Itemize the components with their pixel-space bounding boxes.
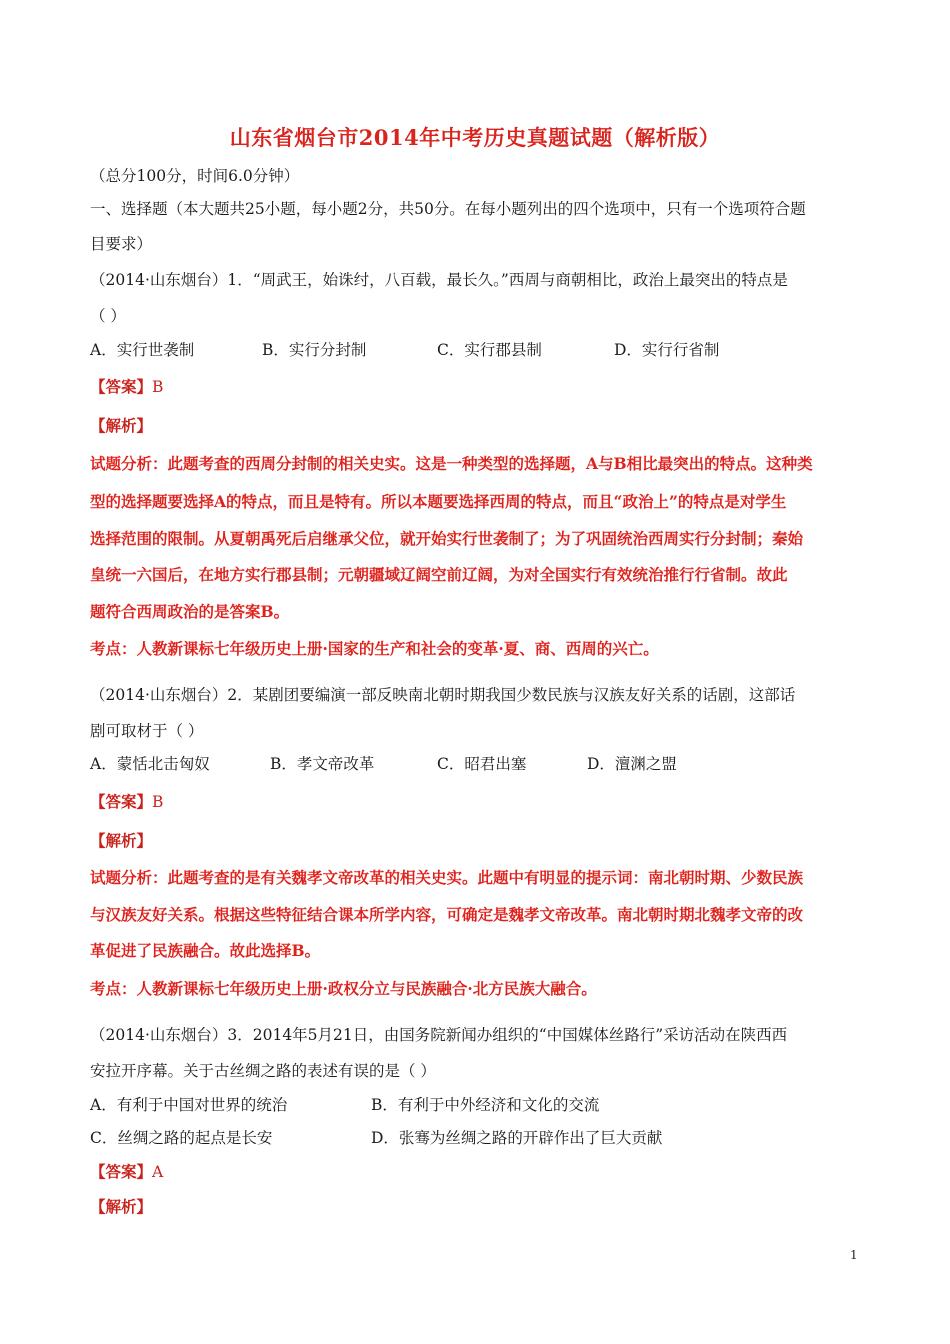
- q1-option-d: D．实行行省制: [614, 341, 720, 359]
- exam-meta: （总分100分，时间6.0分钟）: [90, 167, 300, 185]
- q2-analysis-line3: 革促进了民族融合。故此选择B。: [90, 941, 321, 960]
- q2-option-d: D．澶渊之盟: [587, 755, 677, 773]
- q1-option-b: B．实行分封制: [262, 341, 367, 359]
- answer-value: A: [152, 1163, 164, 1181]
- answer-value: B: [152, 378, 164, 396]
- q3-option-c: C．丝绸之路的起点是长安: [90, 1129, 273, 1147]
- q1-analysis-line2: 型的选择题要选择A的特点，而且是特有。所以本题要选择西周的特点，而且“政治上”的特点是对学生: [90, 492, 787, 511]
- q3-analysis-tag: [90, 1195, 152, 1217]
- document-title: 山东省烟台市2014年中考历史真题试题（解析版）: [229, 125, 721, 150]
- q1-option-a: A．实行世袭制: [90, 341, 195, 359]
- q1-analysis-line4: 皇统一六国后，在地方实行郡县制；元朝疆域辽阔空前辽阔，为对全国实行有效统治推行行省制。故此: [90, 565, 788, 584]
- q2-analysis-line1: 试题分析：此题考查的是有关魏孝文帝改革的相关史实。此题中有明显的提示词：南北朝时期、少数民族: [90, 868, 804, 887]
- answer-tag: 【答案】: [90, 792, 153, 811]
- q2-option-c: C．昭君出塞: [437, 755, 527, 773]
- answer-tag: 【答案】: [90, 1162, 153, 1181]
- answer-value: B: [152, 793, 164, 811]
- q3-option-a: A．有利于中国对世界的统治: [90, 1096, 288, 1114]
- q3-option-b: B．有利于中外经济和文化的交流: [371, 1096, 600, 1114]
- analysis-tag: 【解析】: [90, 416, 153, 435]
- q2-option-b: B．孝文帝改革: [270, 755, 375, 773]
- q1-analysis-tag: [90, 414, 152, 436]
- q1-stem-line2: （ ）: [90, 307, 126, 325]
- q2-analysis-tag: [90, 829, 152, 851]
- section-heading-line2: 目要求）: [90, 235, 153, 253]
- answer-tag: 【答案】: [90, 377, 153, 396]
- q1-option-c: C．实行郡县制: [437, 341, 542, 359]
- q3-stem-line2: 安拉开序幕。关于古丝绸之路的表述有误的是（ ）: [90, 1062, 436, 1080]
- q2-stem-line1: （2014·山东烟台）2．某剧团要编演一部反映南北朝时期我国少数民族与汉族友好关系的话剧，这部话: [90, 686, 796, 704]
- page-number: 1: [850, 1248, 858, 1262]
- q2-analysis-line2: 与汉族友好关系。根据这些特征结合课本所学内容，可确定是魏孝文帝改革。南北朝时期北魏孝文帝的改: [90, 905, 804, 924]
- q1-answer: [90, 375, 163, 397]
- q3-stem-line1: （2014·山东烟台）3．2014年5月21日，由国务院新闻办组织的“中国媒体丝路行”采访活动在陕西西: [90, 1026, 788, 1044]
- q3-answer: [90, 1160, 163, 1182]
- q2-stem-line2: 剧可取材于（ ）: [90, 722, 204, 740]
- section-heading-line1: 一、选择题（本大题共25小题，每小题2分，共50分。在每小题列出的四个选项中，只有一个选项符合题: [90, 200, 806, 218]
- q1-analysis-line3: 选择范围的限制。从夏朝禹死后启继承父位，就开始实行世袭制了；为了巩固统治西周实行分封制；秦始: [90, 529, 804, 548]
- q2-option-a: A．蒙恬北击匈奴: [90, 755, 210, 773]
- analysis-tag: 【解析】: [90, 831, 153, 850]
- q1-analysis-line1: 试题分析：此题考查的西周分封制的相关史实。这是一种类型的选择题，A与B相比最突出的特点。这种类: [90, 454, 813, 473]
- q2-answer: [90, 790, 163, 812]
- q1-analysis-line5: 题符合西周政治的是答案B。: [90, 602, 290, 621]
- q3-option-d: D．张骞为丝绸之路的开辟作出了巨大贡献: [371, 1129, 663, 1147]
- analysis-tag: 【解析】: [90, 1197, 153, 1216]
- q1-kaodian: 考点：人教新课标七年级历史上册·国家的生产和社会的变革·夏、商、西周的兴亡。: [90, 639, 659, 658]
- q2-kaodian: 考点：人教新课标七年级历史上册·政权分立与民族融合·北方民族大融合。: [90, 979, 597, 998]
- q1-stem-line1: （2014·山东烟台）1．“周武王，始诛纣，八百载，最长久。”西周与商朝相比，政治上最突出的特点是: [90, 271, 788, 289]
